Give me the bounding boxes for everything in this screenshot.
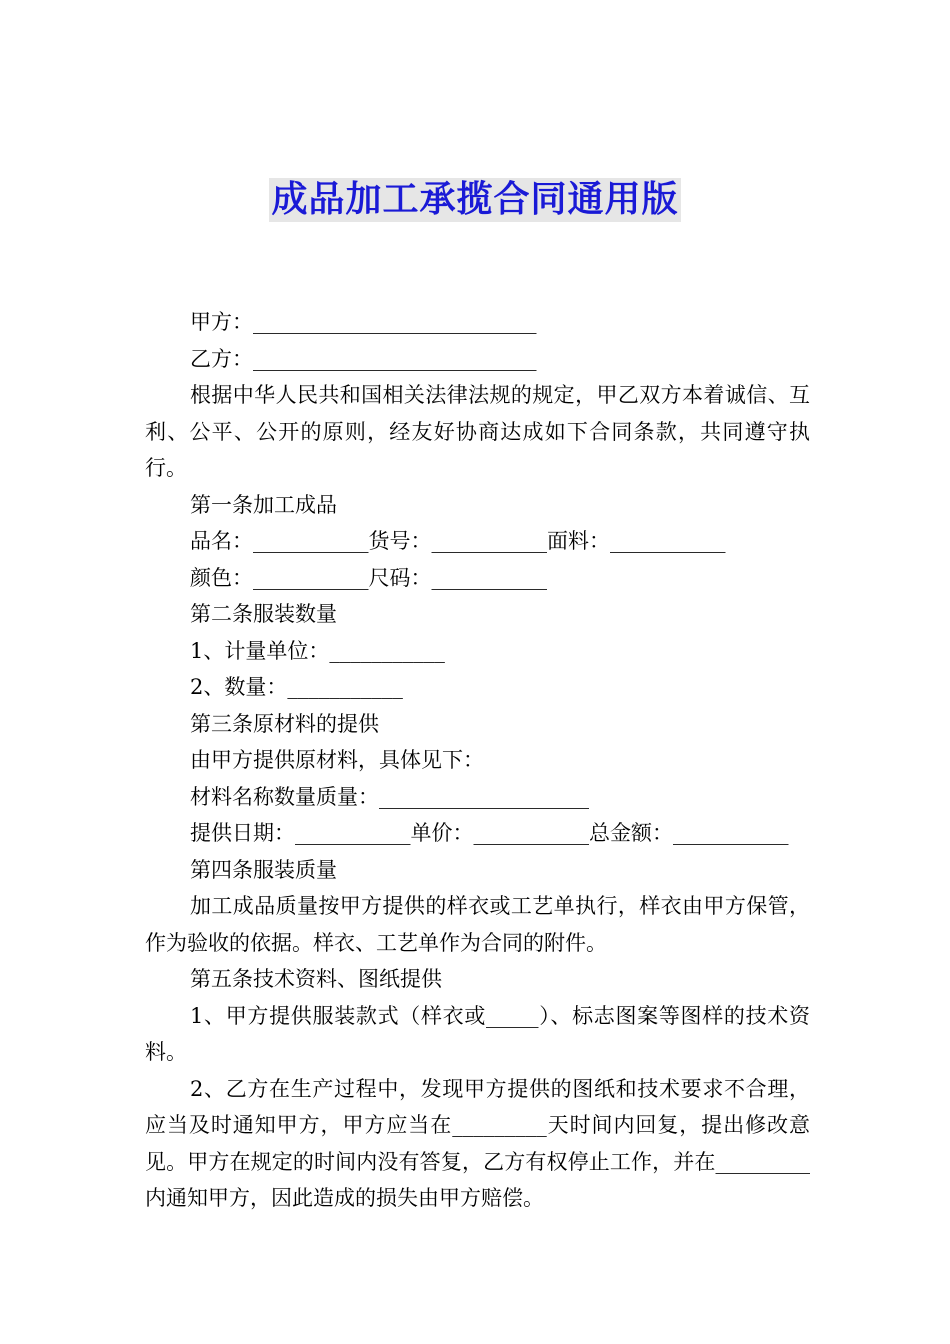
quality-paragraph: 加工成品质量按甲方提供的样衣或工艺单执行，样衣由甲方保管，作为验收的依据。样衣、工艺单作为合同的附件。 <box>145 894 810 955</box>
article-3-heading: 第三条原材料的提供 <box>190 711 379 736</box>
article-5-heading: 第五条技术资料、图纸提供 <box>190 967 442 991</box>
quantity-line: 2、数量：___________ <box>190 675 403 699</box>
document-body <box>145 304 810 1217</box>
party-b-line: 乙方：___________________________ <box>190 346 537 371</box>
color-size-line: 颜色：___________尺码：___________ <box>190 565 547 590</box>
article-1-heading: 第一条加工成品 <box>190 492 337 517</box>
document-title: 成品加工承揽合同通用版 <box>271 179 679 220</box>
preamble-paragraph: 根据中华人民共和国相关法律法规的规定，甲乙双方本着诚信、互利、公平、公开的原则，经友好协商达成如下合同条款，共同遵守执行。 <box>145 383 810 480</box>
title-wrap <box>0 178 950 222</box>
unit-line: 1、计量单位：___________ <box>190 638 445 663</box>
tech-clause-2: 2、乙方在生产过程中，发现甲方提供的图纸和技术要求不合理，应当及时通知甲方，甲方应当在_________天时间内回复，提出修改意见。甲方在规定的时间内没有答复，乙方有权停止工作，并在_________内通知甲方，因此造成的损失由甲方赔偿。 <box>145 1076 810 1210</box>
material-intro-line: 由甲方提供原材料，具体见下： <box>190 748 484 772</box>
article-4-heading: 第四条服装质量 <box>190 857 337 882</box>
article-2-heading: 第二条服装数量 <box>190 602 337 626</box>
material-name-line: 材料名称数量质量：____________________ <box>190 784 589 809</box>
supply-date-line: 提供日期：___________单价：___________总金额：___________ <box>190 821 789 845</box>
tech-clause-1: 1、甲方提供服装款式（样衣或_____）、标志图案等图样的技术资料。 <box>145 1003 810 1064</box>
party-a-line: 甲方：___________________________ <box>190 310 537 334</box>
product-name-line: 品名：___________货号：___________面料：___________ <box>190 529 726 553</box>
